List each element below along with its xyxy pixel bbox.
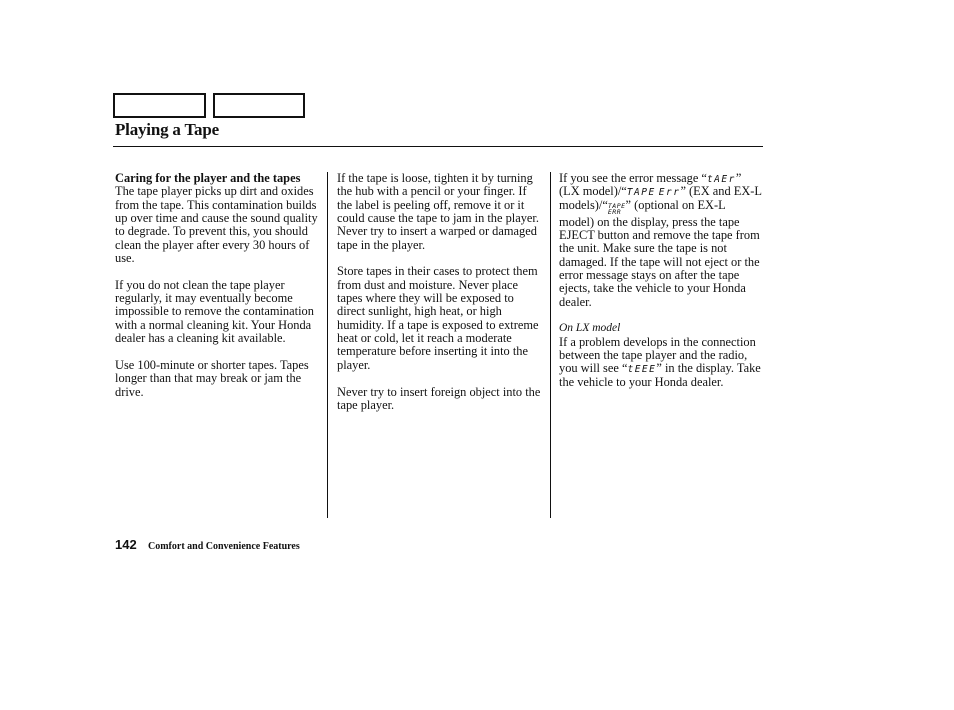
column-divider-1	[327, 172, 328, 518]
title-rule	[113, 146, 763, 147]
column-3	[559, 172, 763, 389]
paragraph-connection: If a problem develops in the connection between the tape player and the radio, you will see “tEEE” in the display. Take the vehicle to your Honda dealer.	[559, 334, 761, 389]
paragraph-loose-tape: If the tape is loose, tighten it by turning the hub with a pencil or your finger. If the label is peeling off, remove it or it could cause the tape to jam in the player. Never try to insert a warped or damaged tape in the player.	[337, 171, 539, 252]
page-title: Playing a Tape	[115, 120, 219, 139]
paragraph-tape-length: Use 100-minute or shorter tapes. Tapes longer than that may break or jam the drive.	[115, 357, 309, 399]
page-number: 142	[115, 537, 137, 552]
caption-lx-model: On LX model	[559, 322, 621, 335]
section-heading: Caring for the player and the tapes	[115, 171, 301, 185]
display-connection-error: tEEE	[627, 364, 657, 376]
column-divider-2	[550, 172, 551, 518]
display-lx-error: tAEr	[706, 174, 736, 185]
display-ex-err: Err	[658, 187, 681, 199]
paragraph-dirt: The tape player picks up dirt and oxides from the tape. This contamination builds up over time and cause the sound quality to degrade. To prevent this, you should clean the player after every 30 hours of use.	[115, 184, 318, 266]
column-2	[337, 172, 543, 412]
paragraph-error-message: If you see the error message “tAEr” (LX model)/“TAPE Err” (EX and EX-L models)/“ TAPE ERR ” (optional on EX-L model) on the display, press the tape EJECT button and remove the tape from the unit. Make sure the tape is not damaged. If the tape will not eject or the error message stays on after the tape ejects, take the vehicle to your Honda dealer.	[559, 171, 762, 309]
section-title: Comfort and Convenience Features	[148, 541, 300, 552]
display-ex-tape: TAPE	[626, 187, 656, 199]
nav-tab-box-left[interactable]	[113, 93, 206, 118]
paragraph-cleaning: If you do not clean the tape player regularly, it may eventually become impossible to remove the contamination with a normal cleaning kit. Your Honda dealer has a cleaning kit available.	[115, 277, 314, 346]
display-exl-error: TAPE ERR	[607, 201, 626, 217]
column-1	[115, 172, 319, 399]
paragraph-storage: Store tapes in their cases to protect them from dust and moisture. Never place tapes where they will be exposed to direct sunlight, high heat, or high humidity. If a tape is exposed to extreme heat or cold, let it reach a moderate temperature before inserting it into the player.	[337, 264, 539, 372]
nav-tab-box-right[interactable]	[213, 93, 305, 118]
paragraph-foreign-object: Never try to insert foreign object into the tape player.	[337, 384, 541, 412]
